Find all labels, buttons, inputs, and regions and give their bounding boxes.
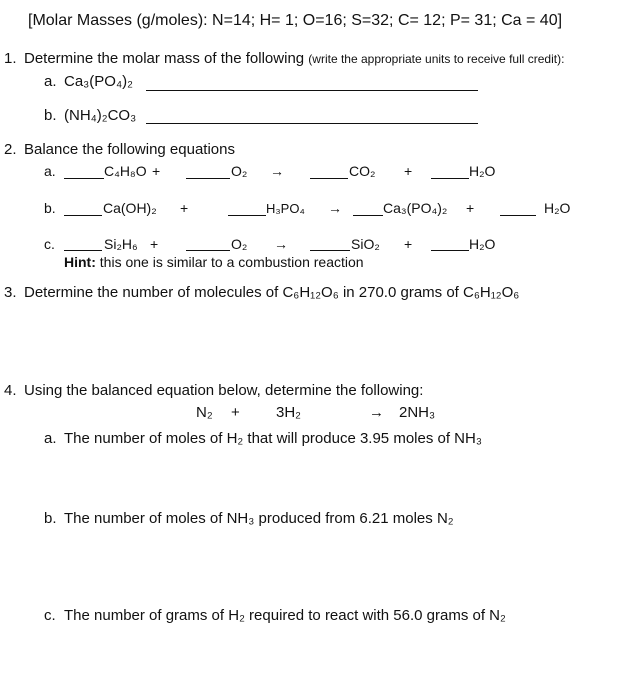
q3-number: 3. [4,284,17,301]
q2a-coef-r1[interactable] [64,178,104,179]
q2-prompt: Balance the following equations [24,141,235,158]
q2c-coef-p1[interactable] [310,250,350,251]
q3-prompt: Determine the number of molecules of C₆H₁₂O₆ in 270.0 grams of C₆H₁₂O₆ [24,284,520,301]
q2c-r2: O₂ [231,236,248,252]
q1-prompt-text: Determine the molar mass of the following [24,50,305,67]
q4c-label: c. [44,607,56,624]
q2a-coef-p2[interactable] [431,178,469,179]
q2a-plus1: + [152,163,161,179]
q4-eq-arrow: → [369,404,384,421]
q2c-hint [64,254,364,270]
q2c-plus1: + [150,236,159,252]
q1a-answer-line[interactable] [146,90,478,91]
q2c-arrow: → [274,236,288,252]
q2c-hint-text: this one is similar to a combustion reaction [95,254,364,270]
q2c-p1: SiO₂ [351,236,380,252]
q1b-label: b. [44,107,57,124]
q2a-p1: CO₂ [349,163,376,179]
q2c-hint-label: Hint: [64,254,96,270]
q1a-label: a. [44,73,57,90]
q2b-p2: H₂O [544,200,571,216]
q4-eq-r2: 3H₂ [276,404,301,421]
q2a-label: a. [44,163,56,179]
q2b-r1: Ca(OH)₂ [103,200,157,216]
q2b-r2: H₃PO₄ [266,201,305,216]
q2b-p1: Ca₃(PO₄)₂ [383,200,448,216]
q4-number: 4. [4,382,17,399]
q2c-plus2: + [404,236,413,252]
q2c-coef-p2[interactable] [431,250,469,251]
q1-note: (write the appropriate units to receive full credit): [308,52,565,66]
q2b-plus1: + [180,200,189,216]
q4b-label: b. [44,510,57,527]
q2c-r1: Si₂H₆ [104,236,138,252]
q1-prompt [24,50,564,67]
q4-eq-r1: N₂ [196,404,213,421]
q2-number: 2. [4,141,17,158]
q1-number: 1. [4,50,17,67]
q2a-arrow: → [270,163,284,179]
q2b-arrow: → [328,200,342,216]
q2b-coef-p1[interactable] [353,215,383,216]
q2a-plus2: + [404,163,413,179]
q2b-plus2: + [466,200,475,216]
molar-masses-header: [Molar Masses (g/moles): N=14; H= 1; O=16; S=32; C= 12; P= 31; Ca = 40] [28,12,563,29]
q2c-label: c. [44,236,55,252]
q2a-coef-p1[interactable] [310,178,348,179]
q2b-coef-p2[interactable] [500,215,536,216]
q4a-label: a. [44,430,57,447]
q4c-text: The number of grams of H₂ required to react with 56.0 grams of N₂ [64,607,506,624]
q4a-text: The number of moles of H₂ that will produce 3.95 moles of NH₃ [64,430,482,447]
q2c-p2: H₂O [469,236,496,252]
q4-eq-plus: + [231,404,240,421]
q4-prompt: Using the balanced equation below, determine the following: [24,382,424,399]
q2c-coef-r2[interactable] [186,250,230,251]
q2a-coef-r2[interactable] [186,178,230,179]
q1b-answer-line[interactable] [146,123,478,124]
q4-eq-p1: 2NH₃ [399,404,436,421]
q2b-coef-r2[interactable] [228,215,266,216]
q4b-text: The number of moles of NH₃ produced from 6.21 moles N₂ [64,510,454,527]
q1b-formula: (NH₄)₂CO₃ [64,107,137,124]
q2c-coef-r1[interactable] [64,250,102,251]
q2a-p2: H₂O [469,163,496,179]
q1a-formula: Ca₃(PO₄)₂ [64,73,133,90]
q2b-coef-r1[interactable] [64,215,102,216]
q2a-r1: C₄H₈O [104,163,147,179]
q2a-r2: O₂ [231,163,248,179]
q2b-label: b. [44,200,56,216]
